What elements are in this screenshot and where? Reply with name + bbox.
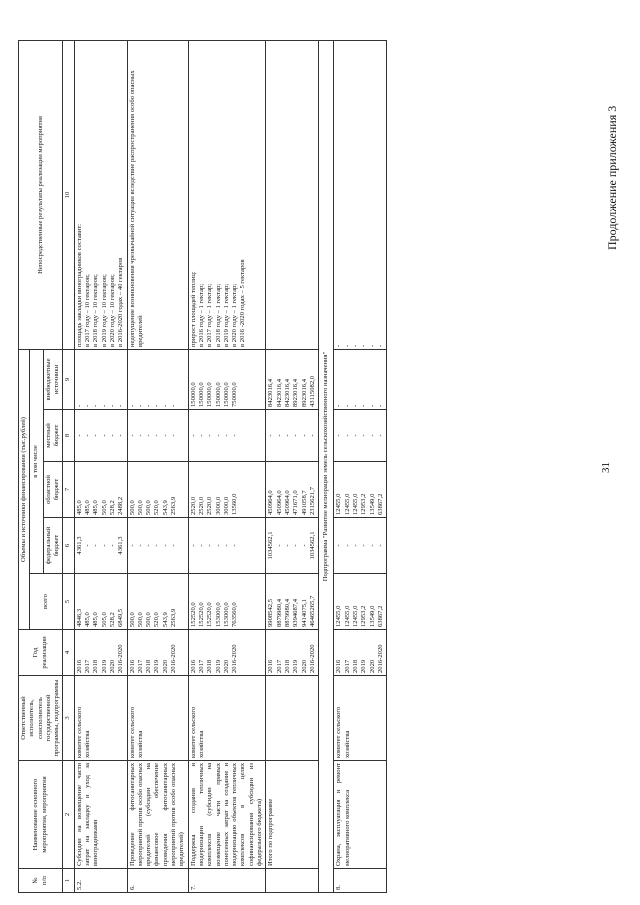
header-federal: федеральный бюджет <box>43 518 63 574</box>
row-years-value: 2017 <box>197 659 205 673</box>
row-total-value: 9394687,4 <box>292 598 300 627</box>
row-result-line: в 2017 году – 1 гектар; <box>206 283 214 347</box>
row-federal-value: - <box>206 544 214 547</box>
row-extrabudget-value: - <box>170 404 178 407</box>
row-local-value: - <box>84 434 92 437</box>
appendix-caption: Продолжение приложения 3 <box>605 105 619 250</box>
row-local-value: - <box>368 434 376 437</box>
row-regional-value: 500,0 <box>136 500 144 515</box>
row-number: 5.2. <box>74 869 127 893</box>
financing-table <box>18 40 387 893</box>
row-responsible: комитет сельского хозяйства <box>127 676 188 761</box>
row-result <box>334 40 387 349</box>
row-years <box>74 630 127 676</box>
row-local-value: - <box>117 434 125 437</box>
row-extrabudget-value: 150000,0 <box>206 382 214 407</box>
row-local-value: - <box>145 434 153 437</box>
row-extrabudget-value: - <box>84 404 92 407</box>
row-result-line: в 2020 году – 1 гектар; <box>231 283 239 347</box>
row-local-value: - <box>231 434 239 437</box>
row-extrabudget <box>266 349 319 409</box>
row-years <box>127 630 188 676</box>
colnum: 2 <box>63 761 74 869</box>
row-total-value: 2563,9 <box>170 608 178 627</box>
colnum: 7 <box>63 462 74 518</box>
row-number: 6. <box>127 869 188 893</box>
row-measure-name: Субсидии на возмещение части затрат на закладку и уход за виноградниками <box>74 761 127 869</box>
row-years-value: 2020 <box>222 659 230 673</box>
row-years-value: 2016-2020 <box>376 644 384 673</box>
row-extrabudget-value: 8923016,4 <box>292 378 300 407</box>
header-extrabudget: внебюджетные источники <box>43 349 63 409</box>
row-total-value: 8879980,4 <box>275 598 283 627</box>
row-extrabudget-value: - <box>117 404 125 407</box>
row-years <box>266 630 319 676</box>
row-years-value: 2017 <box>275 659 283 673</box>
row-extrabudget-value: - <box>351 404 359 407</box>
row-result-line: в 2016 году – 1 гектар; <box>197 283 205 347</box>
row-result-line: в 2020 году – 10 гектаров; <box>108 274 116 347</box>
row-extrabudget-value: 8423016,4 <box>267 378 275 407</box>
row-federal-value: - <box>368 544 376 547</box>
header-responsible: Ответственный исполнитель, соисполнитель государственной программы, подпрограммы <box>19 676 63 761</box>
row-years-value: 2016 <box>128 659 136 673</box>
row-federal <box>188 518 266 574</box>
row-regional <box>266 462 319 518</box>
row-measure-name: Проведение фитосанитарных мероприятий против особо опасных вредителей (субсидии на финансовое обеспечение проведения фитосанитарных мероприятий против особо опасных вредителей) <box>127 761 188 869</box>
row-total <box>127 574 188 630</box>
row-federal-value: - <box>197 544 205 547</box>
header-results: Непосредственные результаты реализации мероприятия <box>19 40 63 349</box>
row-extrabudget <box>188 349 266 409</box>
row-local-value: - <box>351 434 359 437</box>
row-federal-value: - <box>275 544 283 547</box>
row-extrabudget-value: - <box>335 404 343 407</box>
row-total-value: 8879980,4 <box>283 598 291 627</box>
row-total-value: 152520,0 <box>206 602 214 627</box>
row-result-line: - <box>360 344 368 347</box>
row-years-value: 2016 <box>75 659 83 673</box>
row-extrabudget-value: 150000,0 <box>214 382 222 407</box>
row-extrabudget-value: - <box>108 404 116 407</box>
row-federal-value: 1034562,1 <box>267 531 275 560</box>
row-extrabudget <box>334 349 387 409</box>
table-body <box>74 40 386 892</box>
row-total-value: 4846,3 <box>75 608 83 627</box>
row-regional-value: 2563,9 <box>170 496 178 515</box>
row-local-value: - <box>300 434 308 437</box>
row-responsible: комитет сельского хозяйства <box>334 676 387 761</box>
row-extrabudget-value: - <box>161 404 169 407</box>
row-result-line: в 2018 году – 10 гектаров; <box>92 274 100 347</box>
row-local-value: - <box>197 434 205 437</box>
row-total-value: 500,0 <box>136 612 144 627</box>
row-extrabudget-value: 150000,0 <box>197 382 205 407</box>
row-total-value: 500,0 <box>128 612 136 627</box>
row-federal-value: - <box>161 544 169 547</box>
row-measure-name: Итого по подпрограмме <box>266 761 319 869</box>
row-extrabudget-value: - <box>100 404 108 407</box>
row-extrabudget-value: 8423016,4 <box>283 378 291 407</box>
row-total-value: 12455,0 <box>343 605 351 627</box>
row-years-value: 2020 <box>161 659 169 673</box>
row-extrabudget-value: 150000,0 <box>222 382 230 407</box>
row-regional-value: 2520,0 <box>206 496 214 515</box>
row-federal-value: - <box>84 544 92 547</box>
row-regional-value: 13549,0 <box>368 493 376 515</box>
row-regional-value: 2520,0 <box>189 496 197 515</box>
row-total-value: 6849,5 <box>117 608 125 627</box>
row-federal-value: - <box>283 544 291 547</box>
row-local-value: - <box>153 434 161 437</box>
row-federal <box>334 518 387 574</box>
row-regional-value: 12953,2 <box>360 493 368 515</box>
row-result-line: в 2016-2020 годах – 40 гектаров <box>117 257 125 347</box>
row-years <box>334 630 387 676</box>
row-measure-name: Охрана, эксплуатация и ремонт мелиоративного комплекса <box>334 761 387 869</box>
row-federal-value: - <box>360 544 368 547</box>
row-extrabudget-value: - <box>368 404 376 407</box>
row-federal-value: 4361,3 <box>75 536 83 555</box>
row-result <box>266 40 319 349</box>
subprogram-row <box>319 40 334 892</box>
row-regional-value: 485,0 <box>84 500 92 515</box>
row-total <box>74 574 127 630</box>
row-regional-value: 505,0 <box>100 500 108 515</box>
row-extrabudget-value: 150000,0 <box>189 382 197 407</box>
row-local <box>266 410 319 462</box>
colnum: 3 <box>63 676 74 761</box>
row-federal-value: - <box>128 544 136 547</box>
row-local-value: - <box>108 434 116 437</box>
table-row <box>188 40 266 892</box>
row-extrabudget-value: - <box>136 404 144 407</box>
header-financing: Объемы и источники финансирования (тыс.рублей) <box>19 349 30 629</box>
row-federal-value: - <box>153 544 161 547</box>
row-local <box>188 410 266 462</box>
row-extrabudget-value: 8423016,4 <box>275 378 283 407</box>
row-local-value: - <box>222 434 230 437</box>
row-extrabudget-value: - <box>376 404 384 407</box>
row-result <box>188 40 266 349</box>
row-regional-value: 528,2 <box>108 500 116 515</box>
row-regional-value: 63867,2 <box>376 493 384 515</box>
row-extrabudget-value: - <box>75 404 83 407</box>
colnum: 10 <box>63 40 74 349</box>
row-total-value: 152520,0 <box>197 602 205 627</box>
row-regional-value: 485,0 <box>92 500 100 515</box>
row-local-value: - <box>335 434 343 437</box>
row-years-value: 2017 <box>136 659 144 673</box>
row-regional-value: 485,0 <box>75 500 83 515</box>
row-result <box>74 40 127 349</box>
colnum: 6 <box>63 518 74 574</box>
row-federal-value: - <box>92 544 100 547</box>
row-result-line: - <box>351 344 359 347</box>
row-regional <box>334 462 387 518</box>
row-years-value: 2019 <box>100 659 108 673</box>
row-local-value: - <box>292 434 300 437</box>
row-federal-value: - <box>136 544 144 547</box>
header-year: Год реализации <box>19 630 63 676</box>
row-local-value: - <box>267 434 275 437</box>
row-regional <box>74 462 127 518</box>
row-federal <box>266 518 319 574</box>
row-years-value: 2017 <box>84 659 92 673</box>
colnum: 8 <box>63 410 74 462</box>
row-years-value: 2019 <box>153 659 161 673</box>
row-federal-value: 4361,3 <box>117 536 125 555</box>
row-years-value: 2018 <box>145 659 153 673</box>
row-total-value: 13549,0 <box>368 605 376 627</box>
row-regional-value: 491058,7 <box>300 490 308 515</box>
row-federal <box>127 518 188 574</box>
table-row <box>266 40 319 892</box>
row-local-value: - <box>161 434 169 437</box>
row-federal <box>74 518 127 574</box>
header-regional: областной бюджет <box>43 462 63 518</box>
row-years-value: 2020 <box>300 659 308 673</box>
row-local <box>74 410 127 462</box>
table-header <box>19 40 75 892</box>
row-regional-value: 471671,0 <box>292 490 300 515</box>
row-federal-value: - <box>231 544 239 547</box>
row-federal-value: - <box>100 544 108 547</box>
row-years-value: 2016 <box>267 659 275 673</box>
colnum: 4 <box>63 630 74 676</box>
row-regional-value: 13560,0 <box>231 493 239 515</box>
row-federal-value: - <box>335 544 343 547</box>
table-row <box>127 40 188 892</box>
row-extrabudget-value: - <box>128 404 136 407</box>
row-total-value: 63867,2 <box>376 605 384 627</box>
row-regional-value: 12455,0 <box>343 493 351 515</box>
row-total-value: 152520,0 <box>189 602 197 627</box>
row-number <box>266 869 319 893</box>
row-local-value: - <box>189 434 197 437</box>
header-total: всего <box>30 574 63 630</box>
row-local-value: - <box>308 434 316 437</box>
row-result-line: - <box>343 344 351 347</box>
row-extrabudget-value: - <box>360 404 368 407</box>
row-total <box>334 574 387 630</box>
row-regional-value: 500,0 <box>128 500 136 515</box>
colnum: 5 <box>63 574 74 630</box>
row-result-line: в 2018 году – 1 гектар; <box>214 283 222 347</box>
header-name: Наименование основного мероприятия, мероприятия <box>19 761 63 869</box>
row-total <box>188 574 266 630</box>
row-local-value: - <box>275 434 283 437</box>
row-number: 8. <box>334 869 387 893</box>
row-local-value: - <box>283 434 291 437</box>
row-regional-value: 12455,0 <box>335 493 343 515</box>
row-responsible <box>266 676 319 761</box>
colnum: 1 <box>63 869 74 893</box>
row-federal-value: - <box>376 544 384 547</box>
row-result <box>127 40 188 349</box>
header-including: в том числе <box>30 349 44 573</box>
row-total-value: 12455,0 <box>335 605 343 627</box>
row-years-value: 2018 <box>206 659 214 673</box>
row-local-value: - <box>360 434 368 437</box>
row-years-value: 2016-2020 <box>231 644 239 673</box>
row-regional-value: 500,0 <box>145 500 153 515</box>
row-extrabudget <box>127 349 188 409</box>
row-extrabudget <box>74 349 127 409</box>
row-years-value: 2019 <box>214 659 222 673</box>
row-years-value: 2016 <box>335 659 343 673</box>
colnum: 9 <box>63 349 74 409</box>
row-years-value: 2019 <box>360 659 368 673</box>
row-extrabudget-value: - <box>145 404 153 407</box>
row-regional-value: 2520,0 <box>197 496 205 515</box>
row-total-value: 763560,0 <box>231 602 239 627</box>
row-measure-name: Поддержка создания и модернизации тепличных комплексов (субсидии на возмещение части прямых понесенных затрат на создание и модернизацию объектов тепличных комплексов в целях софинансирования субсидии из федерального бюджета) <box>188 761 266 869</box>
row-regional-value: 543,9 <box>161 500 169 515</box>
row-federal-value: - <box>300 544 308 547</box>
row-total-value: 12455,0 <box>351 605 359 627</box>
row-federal-value: - <box>351 544 359 547</box>
row-result-line: прирост площадей теплиц: <box>189 271 197 347</box>
row-number: 7. <box>188 869 266 893</box>
row-local-value: - <box>92 434 100 437</box>
row-local-value: - <box>136 434 144 437</box>
row-extrabudget-value: - <box>343 404 351 407</box>
row-total-value: 543,9 <box>161 612 169 627</box>
row-federal-value: - <box>170 544 178 547</box>
row-total-value: 153000,0 <box>214 602 222 627</box>
table-row <box>334 40 387 892</box>
row-years-value: 2018 <box>351 659 359 673</box>
row-regional-value: 450964,0 <box>267 490 275 515</box>
row-years-value: 2019 <box>292 659 300 673</box>
row-total-value: 485,0 <box>84 612 92 627</box>
row-total-value: 9414075,1 <box>300 598 308 627</box>
row-total-value: 12953,2 <box>360 605 368 627</box>
row-result-line: - <box>335 344 343 347</box>
row-regional-value: 12455,0 <box>351 493 359 515</box>
row-years-value: 2020 <box>108 659 116 673</box>
row-federal-value: - <box>343 544 351 547</box>
row-total-value: 46465265,7 <box>308 595 316 627</box>
row-federal-value: - <box>189 544 197 547</box>
row-regional-value: 3000,0 <box>222 496 230 515</box>
row-result-line: - <box>368 344 376 347</box>
row-local-value: - <box>343 434 351 437</box>
row-local <box>127 410 188 462</box>
row-total-value: 500,0 <box>145 612 153 627</box>
row-local-value: - <box>170 434 178 437</box>
row-result-line: площадь закладки виноградников составит: <box>75 223 83 347</box>
row-local-value: - <box>100 434 108 437</box>
row-result-line: - <box>376 344 384 347</box>
row-local-value: - <box>376 434 384 437</box>
row-extrabudget-value: - <box>153 404 161 407</box>
row-years-value: 2016-2020 <box>170 644 178 673</box>
row-years <box>188 630 266 676</box>
row-regional-value: 450964,0 <box>275 490 283 515</box>
row-responsible: комитет сельского хозяйства <box>188 676 266 761</box>
row-responsible: комитет сельского хозяйства <box>74 676 127 761</box>
row-result-line: в 2019 году – 1 гектар; <box>222 283 230 347</box>
row-federal-value: - <box>145 544 153 547</box>
row-federal-value: - <box>214 544 222 547</box>
row-years-value: 2017 <box>343 659 351 673</box>
header-local: местный бюджет <box>43 410 63 462</box>
row-extrabudget-value: 43115082,0 <box>308 375 316 407</box>
header-num: № п/п <box>19 869 63 893</box>
row-total-value: 485,0 <box>92 612 100 627</box>
row-local-value: - <box>128 434 136 437</box>
row-years-value: 2020 <box>368 659 376 673</box>
row-total <box>266 574 319 630</box>
row-federal-value: - <box>108 544 116 547</box>
row-result-line: в 2016 -2020 годах – 5 гектаров <box>239 259 247 347</box>
row-federal-value: - <box>292 544 300 547</box>
row-extrabudget-value: - <box>92 404 100 407</box>
row-total-value: 505,0 <box>100 612 108 627</box>
row-total-value: 528,2 <box>108 612 116 627</box>
row-result-line: в 2017 году – 10 гектаров; <box>84 274 92 347</box>
row-regional-value: 2488,2 <box>117 496 125 515</box>
row-years-value: 2016-2020 <box>308 644 316 673</box>
row-extrabudget-value: 750000,0 <box>231 382 239 407</box>
row-local-value: - <box>206 434 214 437</box>
row-regional-value: 3000,0 <box>214 496 222 515</box>
row-regional-value: 450964,0 <box>283 490 291 515</box>
row-federal-value: 1034562,1 <box>308 531 316 560</box>
table-row <box>74 40 127 892</box>
subprogram-title: Подпрограмма "Развитие мелиорации земель сельскохозяйственного назначения" <box>319 40 334 892</box>
row-local-value: - <box>214 434 222 437</box>
row-years-value: 2016 <box>189 659 197 673</box>
row-regional <box>127 462 188 518</box>
row-years-value: 2016-2020 <box>117 644 125 673</box>
row-result-line: в 2019 году – 10 гектаров; <box>100 274 108 347</box>
row-local-value: - <box>75 434 83 437</box>
row-total-value: 153000,0 <box>222 602 230 627</box>
row-extrabudget-value: 8923016,4 <box>300 378 308 407</box>
row-federal-value: - <box>222 544 230 547</box>
row-total-value: 520,0 <box>153 612 161 627</box>
row-years-value: 2018 <box>283 659 291 673</box>
row-regional <box>188 462 266 518</box>
row-regional-value: 2315621,7 <box>308 486 316 515</box>
row-total-value: 9908542,5 <box>267 598 275 627</box>
row-regional-value: 520,0 <box>153 500 161 515</box>
page-number: 31 <box>600 462 612 473</box>
row-result-line: недопущение возникновения чрезвычайной ситуации вследствие распространения особо опасных вредителей <box>128 70 144 347</box>
row-local <box>334 410 387 462</box>
row-years-value: 2018 <box>92 659 100 673</box>
